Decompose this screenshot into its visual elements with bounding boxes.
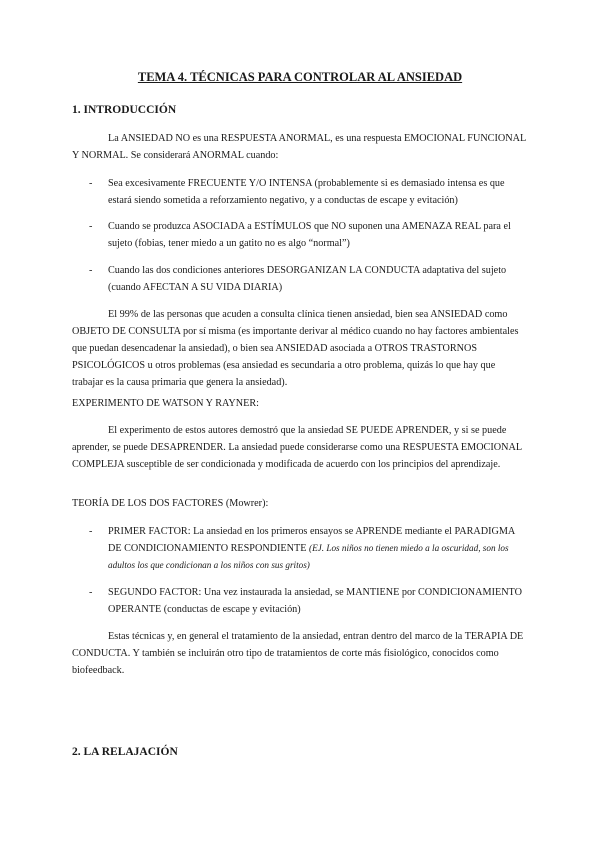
bullet-marker: - (89, 221, 93, 232)
intro-paragraph: La ANSIEDAD NO es una RESPUESTA ANORMAL, es una respuesta EMOCIONAL FUNCIONAL Y NORMAL. Se considerará ANORMAL cuando: (72, 133, 526, 161)
bullet-marker: - (89, 265, 93, 276)
bullet-item-asociada: Cuando se produzca ASOCIADA a ESTÍMULOS que NO suponen una AMENAZA REAL para el sujeto (fobias, tener miedo a un gatito no es algo “normal”) (108, 221, 511, 249)
paragraph-99-percent: El 99% de las personas que acuden a consulta clínica tienen ansiedad, bien sea ANSIEDAD como OBJETO DE CONSULTA por sí misma (es importante derivar al médico cuando no hay factores ambientales que puedan desencadenar la ansiedad), o bien sea ANSIEDAD asociada a OTROS TRASTORNOS PSICOLÓGICOS u otros problemas (esa ansiedad es secundaria a otro problema, quizás lo que hay que trabajar es la causa primaria que genera la ansiedad). (72, 309, 519, 388)
bullet-marker: - (89, 587, 93, 598)
theory-bullet-segundo-factor: SEGUNDO FACTOR: Una vez instaurada la ansiedad, se MANTIENE por CONDICIONAMIENTO OPERANTE (conductas de escape y evitación) (108, 587, 522, 615)
theory-heading: TEORÍA DE LOS DOS FACTORES (Mowrer): (72, 498, 269, 509)
experiment-heading: EXPERIMENTO DE WATSON Y RAYNER: (72, 398, 259, 409)
theory-bullet-primer-factor (108, 523, 528, 574)
closing-paragraph: Estas técnicas y, en general el tratamiento de la ansiedad, entran dentro del marco de la TERAPIA DE CONDUCTA. Y también se incluirán otro tipo de tratamientos de corte más fisiológico, conocidos como biofeedback. (72, 631, 524, 676)
theory-bullet-example: (EJ. Los niños no tienen miedo a la oscuridad, son los adultos los que condicionan a los niños con sus gritos) (108, 543, 509, 570)
experiment-paragraph: El experimento de estos autores demostró que la ansiedad SE PUEDE APRENDER, y si se puede aprender, se puede DESAPRENDER. La ansiedad puede considerarse como una RESPUESTA EMOCIONAL COMPLEJA susceptible de ser condicionada y modificada de acuerdo con los principios del aprendizaje. (72, 425, 522, 470)
bullet-item-desorganizan: Cuando las dos condiciones anteriores DESORGANIZAN LA CONDUCTA adaptativa del sujeto (cuando AFECTAN A SU VIDA DIARIA) (108, 265, 507, 293)
bullet-marker: - (89, 178, 93, 189)
section-heading-introduccion: 1. INTRODUCCIÓN (72, 104, 177, 116)
document-title: TEMA 4. TÉCNICAS PARA CONTROLAR AL ANSIEDAD (137, 70, 463, 84)
bullet-item-frecuente: Sea excesivamente FRECUENTE Y/O INTENSA (probablemente si es demasiado intensa es que estará siendo sometida a reforzamiento negativo, y a conductas de escape y evitación) (108, 178, 505, 206)
theory-bullet-text: PRIMER FACTOR: La ansiedad en los primeros ensayos se APRENDE mediante el PARADIGMA DE CONDICIONAMIENTO RESPONDIENTE (108, 526, 515, 554)
section-heading-relajacion: 2. LA RELAJACIÓN (72, 746, 178, 758)
bullet-marker: - (89, 526, 93, 537)
